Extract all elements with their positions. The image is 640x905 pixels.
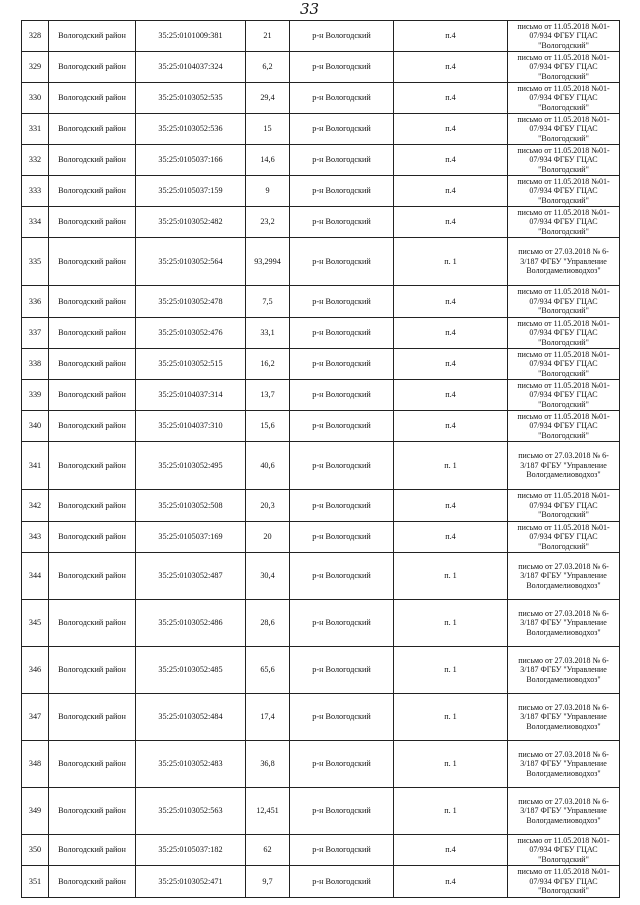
cadastral-number-cell: 35:25:0103052:564 [136,238,246,286]
location-cell: р-н Вологодский [290,114,394,145]
cadastral-number-cell: 35:25:0105037:159 [136,176,246,207]
basis-cell: письмо от 11.05.2018 №01-07/934 ФГБУ ГЦАС "Вологодский" [508,286,620,318]
clause-cell: п.4 [394,207,508,238]
table-row [22,349,620,380]
district-cell: Вологодский район [49,442,136,490]
table-row [22,553,620,600]
cadastral-number-cell: 35:25:0103052:485 [136,647,246,694]
row-number: 334 [22,207,49,238]
area-cell: 93,2994 [246,238,290,286]
district-cell: Вологодский район [49,145,136,176]
basis-cell: письмо от 11.05.2018 №01-07/934 ФГБУ ГЦАС "Вологодский" [508,318,620,349]
location-cell: р-н Вологодский [290,741,394,788]
cadastral-number-cell: 35:25:0105037:182 [136,835,246,866]
basis-cell: письмо от 27.03.2018 № 6-3/187 ФГБУ "Управление Вологдамелиоводхоз" [508,553,620,600]
location-cell: р-н Вологодский [290,647,394,694]
area-cell: 9 [246,176,290,207]
row-number: 342 [22,490,49,522]
basis-cell: письмо от 27.03.2018 № 6-3/187 ФГБУ "Управление Вологдамелиоводхоз" [508,442,620,490]
basis-cell: письмо от 11.05.2018 №01-07/934 ФГБУ ГЦАС "Вологодский" [508,411,620,442]
clause-cell: п.4 [394,286,508,318]
row-number: 328 [22,21,49,52]
location-cell: р-н Вологодский [290,83,394,114]
table-row [22,490,620,522]
area-cell: 15,6 [246,411,290,442]
location-cell: р-н Вологодский [290,380,394,411]
cadastral-number-cell: 35:25:0103052:535 [136,83,246,114]
location-cell: р-н Вологодский [290,207,394,238]
district-cell: Вологодский район [49,83,136,114]
basis-cell: письмо от 11.05.2018 №01-07/934 ФГБУ ГЦАС "Вологодский" [508,145,620,176]
district-cell: Вологодский район [49,238,136,286]
row-number: 331 [22,114,49,145]
location-cell: р-н Вологодский [290,835,394,866]
cadastral-number-cell: 35:25:0103052:482 [136,207,246,238]
district-cell: Вологодский район [49,647,136,694]
location-cell: р-н Вологодский [290,522,394,553]
cadastral-number-cell: 35:25:0103052:536 [136,114,246,145]
area-cell: 20 [246,522,290,553]
cadastral-number-cell: 35:25:0103052:471 [136,866,246,898]
cadastral-number-cell: 35:25:0103052:483 [136,741,246,788]
table-row [22,600,620,647]
row-number: 351 [22,866,49,898]
table-row [22,52,620,83]
clause-cell: п.4 [394,176,508,207]
basis-cell: письмо от 11.05.2018 №01-07/934 ФГБУ ГЦАС "Вологодский" [508,52,620,83]
district-cell: Вологодский район [49,553,136,600]
district-cell: Вологодский район [49,835,136,866]
clause-cell: п.4 [394,411,508,442]
district-cell: Вологодский район [49,522,136,553]
cadastral-number-cell: 35:25:0103052:508 [136,490,246,522]
clause-cell: п.4 [394,318,508,349]
clause-cell: п. 1 [394,600,508,647]
location-cell: р-н Вологодский [290,52,394,83]
district-cell: Вологодский район [49,490,136,522]
table-row [22,380,620,411]
basis-cell: письмо от 27.03.2018 № 6-3/187 ФГБУ "Управление Вологдамелиоводхоз" [508,741,620,788]
district-cell: Вологодский район [49,207,136,238]
row-number: 332 [22,145,49,176]
basis-cell: письмо от 27.03.2018 № 6-3/187 ФГБУ "Управление Вологдамелиоводхоз" [508,788,620,835]
cadastral-number-cell: 35:25:0104037:324 [136,52,246,83]
clause-cell: п.4 [394,490,508,522]
area-cell: 28,6 [246,600,290,647]
basis-cell: письмо от 11.05.2018 №01-07/934 ФГБУ ГЦАС "Вологодский" [508,207,620,238]
location-cell: р-н Вологодский [290,411,394,442]
area-cell: 21 [246,21,290,52]
basis-cell: письмо от 11.05.2018 №01-07/934 ФГБУ ГЦАС "Вологодский" [508,835,620,866]
basis-cell: письмо от 27.03.2018 № 6-3/187 ФГБУ "Управление Вологдамелиоводхоз" [508,238,620,286]
table-row [22,741,620,788]
cadastral-number-cell: 35:25:0105037:166 [136,145,246,176]
basis-cell: письмо от 11.05.2018 №01-07/934 ФГБУ ГЦАС "Вологодский" [508,176,620,207]
table-row [22,83,620,114]
basis-cell: письмо от 11.05.2018 №01-07/934 ФГБУ ГЦАС "Вологодский" [508,83,620,114]
row-number: 338 [22,349,49,380]
location-cell: р-н Вологодский [290,286,394,318]
location-cell: р-н Вологодский [290,238,394,286]
basis-cell: письмо от 27.03.2018 № 6-3/187 ФГБУ "Управление Вологдамелиоводхоз" [508,647,620,694]
basis-cell: письмо от 11.05.2018 №01-07/934 ФГБУ ГЦАС "Вологодский" [508,21,620,52]
district-cell: Вологодский район [49,52,136,83]
location-cell: р-н Вологодский [290,490,394,522]
cadastral-number-cell: 35:25:0101009:381 [136,21,246,52]
row-number: 346 [22,647,49,694]
table-row [22,647,620,694]
page-number: 33 [300,0,320,18]
row-number: 336 [22,286,49,318]
district-cell: Вологодский район [49,788,136,835]
cadastral-number-cell: 35:25:0103052:515 [136,349,246,380]
row-number: 350 [22,835,49,866]
cadastral-number-cell: 35:25:0103052:487 [136,553,246,600]
row-number: 339 [22,380,49,411]
table-row [22,411,620,442]
location-cell: р-н Вологодский [290,694,394,741]
district-cell: Вологодский район [49,318,136,349]
area-cell: 65,6 [246,647,290,694]
clause-cell: п. 1 [394,238,508,286]
basis-cell: письмо от 11.05.2018 №01-07/934 ФГБУ ГЦАС "Вологодский" [508,866,620,898]
district-cell: Вологодский район [49,380,136,411]
location-cell: р-н Вологодский [290,866,394,898]
district-cell: Вологодский район [49,694,136,741]
cadastral-number-cell: 35:25:0103052:484 [136,694,246,741]
location-cell: р-н Вологодский [290,145,394,176]
district-cell: Вологодский район [49,741,136,788]
table-row [22,176,620,207]
table-row [22,286,620,318]
area-cell: 17,4 [246,694,290,741]
location-cell: р-н Вологодский [290,21,394,52]
district-cell: Вологодский район [49,411,136,442]
area-cell: 36,8 [246,741,290,788]
clause-cell: п. 1 [394,741,508,788]
clause-cell: п.4 [394,52,508,83]
clause-cell: п.4 [394,866,508,898]
table-row [22,442,620,490]
basis-cell: письмо от 11.05.2018 №01-07/934 ФГБУ ГЦАС "Вологодский" [508,380,620,411]
table-row [22,207,620,238]
area-cell: 12,451 [246,788,290,835]
table-row [22,522,620,553]
table-row [22,788,620,835]
district-cell: Вологодский район [49,21,136,52]
row-number: 347 [22,694,49,741]
clause-cell: п.4 [394,21,508,52]
clause-cell: п.4 [394,835,508,866]
clause-cell: п. 1 [394,694,508,741]
district-cell: Вологодский район [49,176,136,207]
row-number: 343 [22,522,49,553]
clause-cell: п.4 [394,145,508,176]
clause-cell: п.4 [394,114,508,145]
cadastral-number-cell: 35:25:0104037:310 [136,411,246,442]
land-plots-table [21,20,620,898]
area-cell: 30,4 [246,553,290,600]
district-cell: Вологодский район [49,114,136,145]
cadastral-number-cell: 35:25:0103052:563 [136,788,246,835]
area-cell: 40,6 [246,442,290,490]
row-number: 330 [22,83,49,114]
clause-cell: п. 1 [394,788,508,835]
area-cell: 7,5 [246,286,290,318]
district-cell: Вологодский район [49,866,136,898]
basis-cell: письмо от 11.05.2018 №01-07/934 ФГБУ ГЦАС "Вологодский" [508,490,620,522]
district-cell: Вологодский район [49,349,136,380]
clause-cell: п.4 [394,349,508,380]
cadastral-number-cell: 35:25:0103052:486 [136,600,246,647]
basis-cell: письмо от 27.03.2018 № 6-3/187 ФГБУ "Управление Вологдамелиоводхоз" [508,600,620,647]
basis-cell: письмо от 11.05.2018 №01-07/934 ФГБУ ГЦАС "Вологодский" [508,114,620,145]
table-row [22,866,620,898]
table-row [22,835,620,866]
district-cell: Вологодский район [49,286,136,318]
location-cell: р-н Вологодский [290,553,394,600]
table-row [22,694,620,741]
row-number: 337 [22,318,49,349]
cadastral-number-cell: 35:25:0103052:476 [136,318,246,349]
clause-cell: п.4 [394,380,508,411]
cadastral-number-cell: 35:25:0103052:478 [136,286,246,318]
location-cell: р-н Вологодский [290,788,394,835]
area-cell: 15 [246,114,290,145]
area-cell: 62 [246,835,290,866]
basis-cell: письмо от 27.03.2018 № 6-3/187 ФГБУ "Управление Вологдамелиоводхоз" [508,694,620,741]
area-cell: 20,3 [246,490,290,522]
table-row [22,318,620,349]
area-cell: 29,4 [246,83,290,114]
area-cell: 14,6 [246,145,290,176]
table-row [22,21,620,52]
area-cell: 16,2 [246,349,290,380]
clause-cell: п.4 [394,83,508,114]
row-number: 341 [22,442,49,490]
area-cell: 33,1 [246,318,290,349]
cadastral-number-cell: 35:25:0104037:314 [136,380,246,411]
location-cell: р-н Вологодский [290,600,394,647]
location-cell: р-н Вологодский [290,176,394,207]
row-number: 349 [22,788,49,835]
location-cell: р-н Вологодский [290,318,394,349]
table-body [22,21,620,898]
basis-cell: письмо от 11.05.2018 №01-07/934 ФГБУ ГЦАС "Вологодский" [508,349,620,380]
clause-cell: п.4 [394,522,508,553]
location-cell: р-н Вологодский [290,349,394,380]
row-number: 335 [22,238,49,286]
clause-cell: п. 1 [394,553,508,600]
row-number: 345 [22,600,49,647]
cadastral-number-cell: 35:25:0105037:169 [136,522,246,553]
clause-cell: п. 1 [394,442,508,490]
clause-cell: п. 1 [394,647,508,694]
district-cell: Вологодский район [49,600,136,647]
row-number: 340 [22,411,49,442]
area-cell: 23,2 [246,207,290,238]
row-number: 329 [22,52,49,83]
area-cell: 6,2 [246,52,290,83]
table-row [22,145,620,176]
area-cell: 13,7 [246,380,290,411]
row-number: 348 [22,741,49,788]
cadastral-number-cell: 35:25:0103052:495 [136,442,246,490]
table-row [22,114,620,145]
table-row [22,238,620,286]
basis-cell: письмо от 11.05.2018 №01-07/934 ФГБУ ГЦАС "Вологодский" [508,522,620,553]
area-cell: 9,7 [246,866,290,898]
row-number: 344 [22,553,49,600]
row-number: 333 [22,176,49,207]
location-cell: р-н Вологодский [290,442,394,490]
